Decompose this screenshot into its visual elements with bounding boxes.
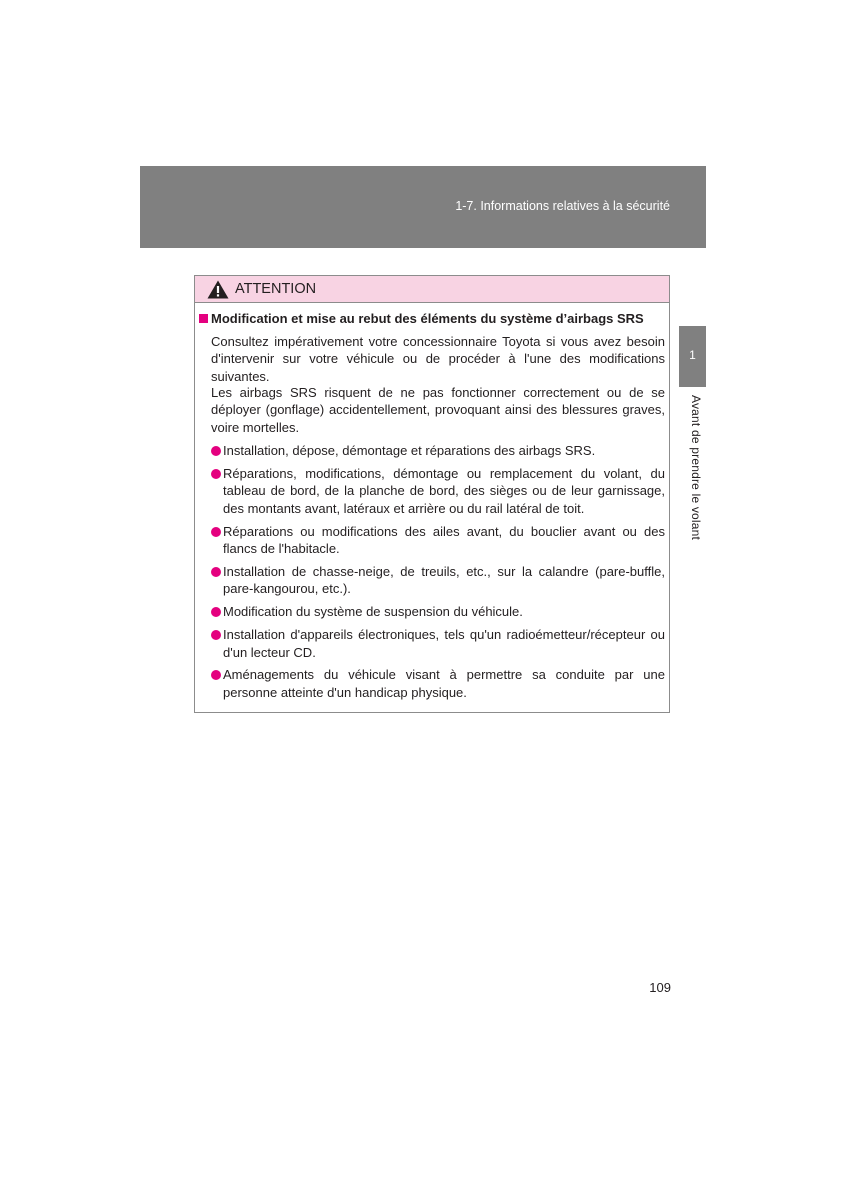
list-item (211, 563, 665, 598)
list-item-text: Modification du système de suspension du véhicule. (223, 604, 523, 620)
intro-paragraph-1: Consultez impérativement votre concessionnaire Toyota si vous avez besoin d'intervenir sur votre véhicule ou de procéder à l'une des modifications suivantes. (211, 334, 665, 384)
chapter-number: 1 (689, 348, 696, 362)
list-item-text: Installation d'appareils électroniques, tels qu'un radioémetteur/récepteur ou d'un lecteur CD. (223, 627, 665, 660)
chapter-title: Avant de prendre le volant (689, 395, 703, 541)
intro-paragraph-2: Les airbags SRS risquent de ne pas fonctionner correctement ou de se déployer (gonflage) accidentellement, provoquant ainsi des blessures graves, voire mortelles. (211, 385, 665, 435)
list-item (211, 666, 665, 701)
list-item (211, 442, 665, 459)
list-item-text: Installation, dépose, démontage et réparations des airbags SRS. (223, 443, 596, 458)
list-item (211, 523, 665, 558)
chapter-tab (679, 326, 706, 387)
bullet-dot-icon (211, 446, 221, 456)
warning-title: ATTENTION (235, 281, 317, 297)
warning-heading (199, 311, 644, 326)
section-header-band (140, 166, 706, 248)
list-item-text: Installation de chasse-neige, de treuils, etc., sur la calandre (pare-buffle, pare-kangourou, etc.). (223, 563, 665, 597)
warning-triangle-icon (207, 280, 229, 299)
warning-header (195, 276, 669, 303)
bullet-dot-icon (211, 630, 221, 640)
bullet-dot-icon (211, 567, 221, 577)
bullet-dot-icon (211, 607, 221, 617)
warning-box (194, 275, 670, 713)
warning-heading-text: Modification et mise au rebut des éléments du système d’airbags SRS (211, 311, 644, 326)
modification-list (211, 442, 665, 707)
list-item (211, 603, 665, 620)
page-number: 109 (649, 980, 671, 995)
list-item (211, 465, 665, 517)
list-item-text: Aménagements du véhicule visant à permettre sa conduite par une personne atteinte d'un handicap physique. (223, 667, 665, 700)
bullet-dot-icon (211, 469, 221, 479)
section-title: 1-7. Informations relatives à la sécurité (455, 199, 670, 213)
bullet-dot-icon (211, 670, 221, 680)
square-bullet-icon (199, 314, 208, 323)
list-item (211, 626, 665, 661)
bullet-dot-icon (211, 527, 221, 537)
list-item-text: Réparations, modifications, démontage ou remplacement du volant, du tableau de bord, de la planche de bord, des sièges ou de leur garnissage, des montants avant, latéraux et arrière ou du rail latéral de toit. (223, 465, 665, 516)
list-item-text: Réparations ou modifications des ailes avant, du bouclier avant ou des flancs de l'habitacle. (223, 523, 665, 557)
